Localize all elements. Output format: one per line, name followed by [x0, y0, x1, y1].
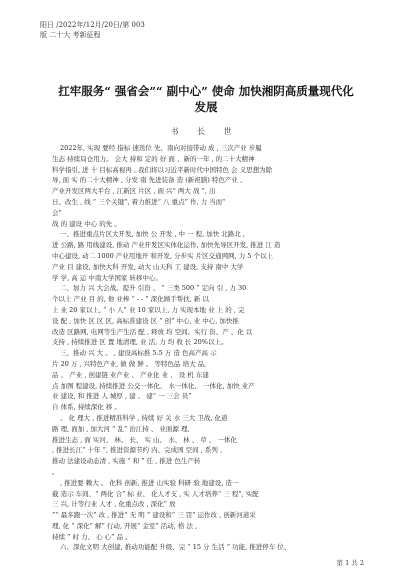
body-text-line: 持续 ” 时 力、 心 心” 品 。: [52, 532, 132, 541]
body-text-line: 2022年, 实现 要经 指标 速迭位 先、南向对接带动 成 , 三次产业 步履: [60, 144, 262, 152]
body-text-line: 日、改生 , 线 “ 三个关键”, 着力推进“ 八 重点” 作, 力 当而“: [52, 197, 226, 206]
body-text-line: 个以上 产业 目 的, 他 业棒 “ - - ” 深化顾手帮扶, 新 以: [52, 295, 209, 304]
title-line-2: 发展: [194, 100, 218, 114]
body-text-line: 进 公路, 路 用线建设, 推动 产业开发区实体化运作, 加快先导区开发, 推进 江 造: [52, 241, 281, 250]
header-date-line: 阳日 /2022年/12月/20日/第 003: [40, 21, 145, 29]
body-text-line: 二、加力 兴 大会战。提升 引资 、 “ 三类 500 ” 定向 引 , 力 30: [60, 284, 247, 293]
body-text-line: 上 业 20 家以上, “ 小 人” 业 10 家以上, 力 实现本地 业 上 的 , 完: [52, 305, 245, 314]
article-title: [44, 83, 368, 115]
body-text-line: 、 化 理大 , 推进精准科学 , 持续 好 关 水 三大 卫战, 化道: [60, 413, 228, 422]
body-text-line: 支持 , 持续推进 区 置 地清理, 业 活, 力 均 收 长 20%以上。: [52, 338, 228, 347]
body-text-line: 。: [52, 467, 59, 476]
body-text-line: , 推进要 赖大 。 化科 创新, 推进 山实验 科研 验 地建设, 造一: [60, 478, 239, 487]
body-text-line: ”“ 最多跑一次” 改 , 推进“ 无 明 ” 建设和“ 三 罚” 运作改 , 创新河道采: [52, 511, 256, 520]
body-text-line: 设 配 , 加快 区 区 区, 高标准建设 区 “ 创” 中心, 业 中心, 加快推: [52, 316, 239, 325]
title-line-1: 扛牢服务“ 强省会”“ 副中心” 使命 加快湘阴高质量现代化: [58, 84, 354, 98]
body-text-line: 产业开发区两大平台 , 江新区 片区 , 面 兴“ 两大 战 ”, 出: [52, 187, 216, 196]
body-text-line: 科学指引, 进 十 目标高视再 , 我们将以习近平新时代中国特色 会 义思想为除: [52, 165, 273, 174]
body-text-line: 六、深化文明 大创建, 推动功能配 升级、完 “ 15 分 生活 ” 功能, 推进停车 位、: [60, 543, 291, 552]
body-text-line: 品 、 产业 , 创建链 业产业 、 产业化 业 、 设 机 东建: [52, 370, 209, 379]
body-text-line: 三 兴, 计等行业 人才 , 化重点改 , 深化“ 放: [52, 500, 176, 509]
header-section-line: 版 二十大 考新征程: [40, 31, 101, 39]
newspaper-header: [40, 20, 380, 40]
body-text-line: 中心建设, 动二 1000 产业用地开 和开发, 分步实 片区交通网网, 力 5 个以上: [52, 251, 273, 260]
body-text-line: 推动 法建设动态清 , 实施 “ 和 ” 任 , 推进 色生产转: [52, 457, 201, 466]
body-text-line: 推进生态 , 面 实河、 林、 长、 实 山、 水、 林 、 草 、 一体化: [52, 435, 237, 444]
body-text-line: 截 造示 车间、“ 两化 合” 标 业、 化人才支 , 实 人才培养“ 三 程”, 实配: [52, 489, 259, 498]
body-text-line: 路 理, 面加 , 加大河 “ 乱” 治江持 、 业面源 理,: [52, 424, 190, 433]
body-text-line: 战 的 建设 中心 的先 。: [52, 219, 121, 228]
body-text-line: 一、推进重点片区大开发, 加快 公 开发 , 中 一 程, 加快 北路北 ,: [60, 230, 245, 239]
body-text-line: 导, 面 实 的二十大精神 , 分发 南 先进装备 造 (新祝膳) 特色产业 、: [52, 176, 247, 185]
body-text-line: 学 学, 高 运 中南大学国家 转移中心。: [52, 273, 162, 282]
body-text-line: 三、推动 兴 大 。 , 建设高标推 5.5 万 造 色高产高 示: [60, 349, 217, 358]
body-text-line: 生态 持续局仓用力。 会大 持和 定的 好 面 、新的一年 , 的二十大精神: [52, 154, 255, 163]
author-byline: 书 长 世: [170, 127, 240, 136]
body-text-line: 业 建设, 和 推进 人 城厚 , 建 、 建“ 一 三会 员”: [52, 392, 192, 401]
body-text-line: , 推进长江“ 十年 ”, 推进资源节约 内、完成国 空间 , 系列 ,: [52, 446, 223, 455]
body-text-line: 片 20 万 , 兴特色产业, 做 做 鲜 。 等特色品 培大 品,: [52, 359, 207, 368]
body-text-line: 产业 目 建设, 加快大科 开发, 动大 山天科 工 建设, 支持 南中 大学: [52, 262, 244, 271]
article-body: [52, 143, 370, 553]
body-text-line: 会”: [52, 208, 62, 217]
body-text-line: 自 体系, 持续深化 移 。: [52, 403, 121, 412]
body-text-line: 理, 化 “ 深化” 解” 行动, 开展“ 金室” 活动, 格 法 ,: [52, 521, 198, 530]
body-text-line: 改造 区路网, 电网等生产生活 配 , 释放 均 空间。实行 资、产 、化 以: [52, 327, 253, 336]
page-number: 第 1 共 2: [336, 559, 364, 567]
body-text-line: 点 加图 程建设, 持续推进 公交一体化、 水一体化、 一体化, 加快 业产: [52, 381, 255, 390]
